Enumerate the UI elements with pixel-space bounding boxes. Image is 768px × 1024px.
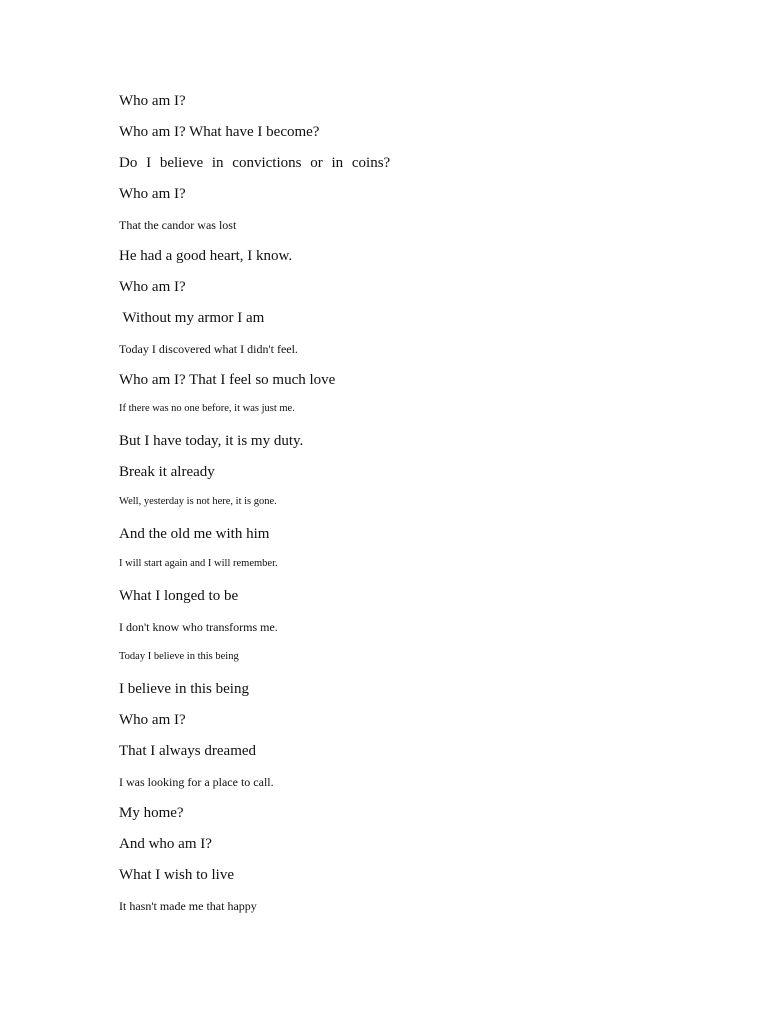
poem-line: But I have today, it is my duty. xyxy=(119,433,304,449)
poem-line: My home? xyxy=(119,805,184,821)
poem-line: Without my armor I am xyxy=(119,310,265,326)
poem-line: That the candor was lost xyxy=(119,218,237,232)
poem-line: Who am I? That I feel so much love xyxy=(119,372,336,388)
poem-line: Today I discovered what I didn't feel. xyxy=(119,342,298,356)
poem-line: Today I believe in this being xyxy=(119,651,239,662)
poem-line: And the old me with him xyxy=(119,526,270,542)
poem-line: I was looking for a place to call. xyxy=(119,775,274,789)
poem-line: Who am I? xyxy=(119,186,186,202)
poem-line: I believe in this being xyxy=(119,681,249,697)
poem-line: Break it already xyxy=(119,464,215,480)
poem-line: He had a good heart, I know. xyxy=(119,248,293,264)
poem-line: That I always dreamed xyxy=(119,743,257,759)
poem-line: I don't know who transforms me. xyxy=(119,620,278,634)
poem-line: And who am I? xyxy=(119,836,212,852)
poem-line: Do I believe in convictions or in coins? xyxy=(119,155,391,171)
poem-line: Who am I? xyxy=(119,93,186,109)
poem-line: What I longed to be xyxy=(119,588,239,604)
poem-line: It hasn't made me that happy xyxy=(119,899,257,913)
poem-line: Who am I? xyxy=(119,712,186,728)
poem-line: I will start again and I will remember. xyxy=(119,558,278,569)
poem-line: If there was no one before, it was just me. xyxy=(119,403,295,414)
poem-line: Who am I? xyxy=(119,279,186,295)
poem-line: Who am I? What have I become? xyxy=(119,124,320,140)
poem-line: Well, yesterday is not here, it is gone. xyxy=(119,496,277,507)
poem-line: What I wish to live xyxy=(119,867,234,883)
